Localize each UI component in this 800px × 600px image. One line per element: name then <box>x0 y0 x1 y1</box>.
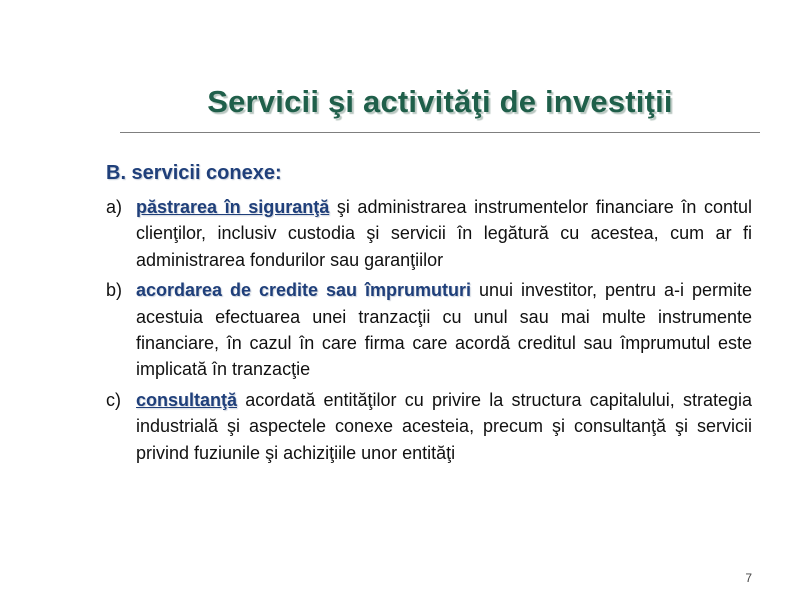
list-item-c <box>106 387 752 466</box>
item-description: şi administrarea instrumentelor financiare în contul clienţilor, inclusiv custodia şi servicii în legătură cu acestea, cum ar fi administrarea fondurilor sau garanţiilor <box>136 197 752 270</box>
list-marker: a) <box>106 197 123 217</box>
item-description: unui investitor, pentru a-i permite acestuia efectuarea unei tranzacţii cu unul sau mai multe instrumente financiare, în cazul în care firma care acordă creditul sau împrumutul este implicată în tranzacţie <box>136 280 752 380</box>
section-subheading: B. servicii conexe: <box>106 162 282 184</box>
slide-title: Servicii şi activităţi de investiţii <box>207 84 673 119</box>
list-item-a <box>106 194 752 273</box>
highlighted-term: păstrarea în siguranţă <box>136 197 330 217</box>
list-marker: b) <box>106 280 123 301</box>
highlighted-term: consultanţă <box>136 389 238 410</box>
list-item-b <box>106 277 752 383</box>
title-divider <box>120 132 760 133</box>
page-number: 7 <box>745 571 752 585</box>
list-marker: c) <box>106 389 121 410</box>
services-list <box>106 194 752 470</box>
item-description: acordată entităţilor cu privire la structura capitalului, strategia industrială şi aspectele conexe acesteia, precum şi consultanţă şi servicii privind fuziunile şi achiziţiile unor entităţi <box>136 389 752 463</box>
highlighted-term: acordarea de credite sau împrumuturi <box>136 280 471 301</box>
